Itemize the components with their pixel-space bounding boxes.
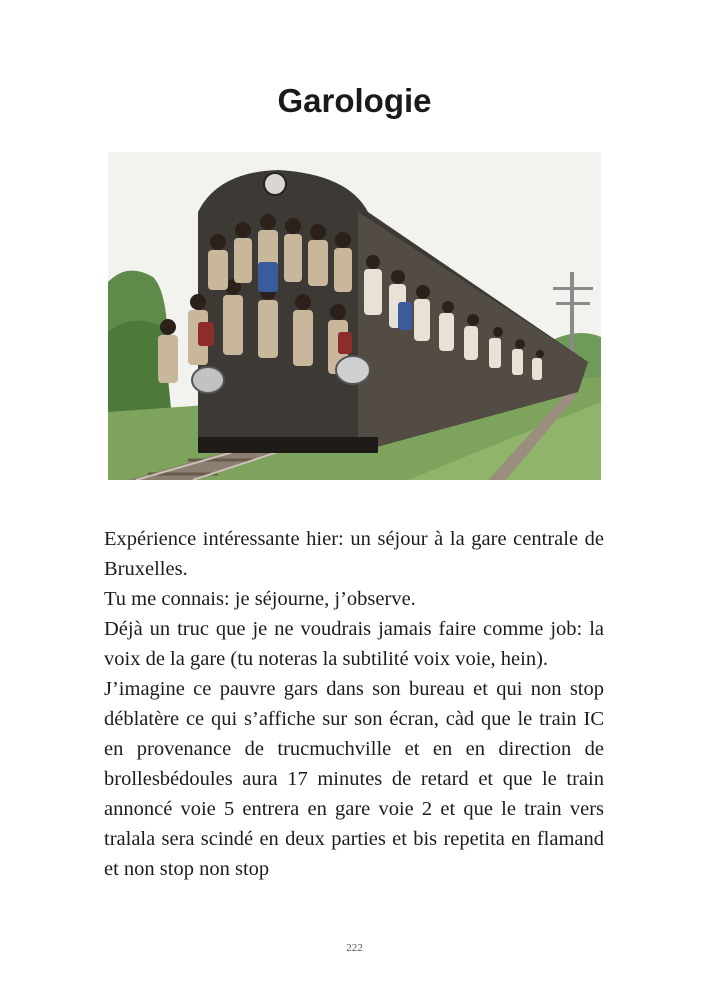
train-illustration [108, 152, 601, 480]
paragraph: Expérience intéressante hier: un séjour à la gare centrale de Bruxelles. [104, 528, 604, 580]
page-title: Garologie [277, 82, 432, 119]
paragraph: Déjà un truc que je ne voudrais jamais faire comme job: la voix de la gare (tu noteras la subtilité voix voie, hein). [104, 618, 604, 670]
page-number: 222 [346, 942, 363, 954]
crowded-train-photo [108, 152, 601, 480]
paragraph: J’imagine ce pauvre gars dans son bureau et qui non stop déblatère ce qui s’affiche sur son écran, càd que le train IC en provenance de trucmuchville et en en direction de brollesbédoules aura 17 minutes de retard et que le train annoncé voie 5 entrera en gare voie 2 et que le train vers tralala sera scindé en deux parties et bis repetita en flamand et non stop non stop [104, 678, 604, 880]
body-text [104, 524, 604, 884]
paragraph: Tu me connais: je séjourne, j’observe. [104, 588, 416, 610]
